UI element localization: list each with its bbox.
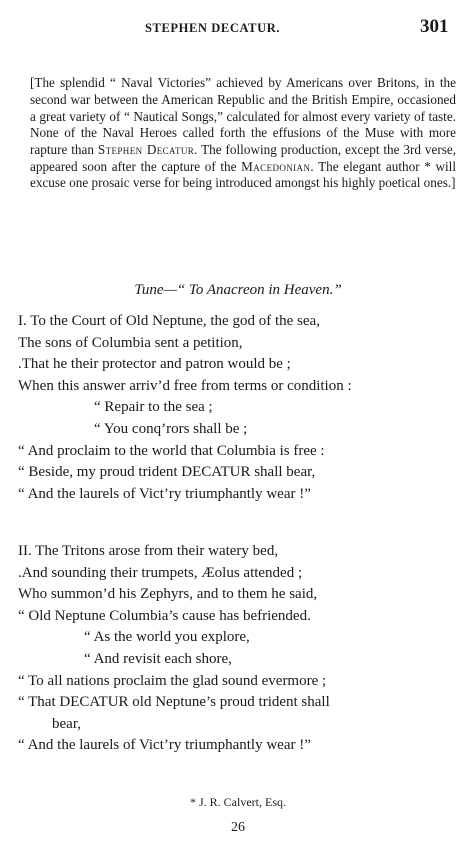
verse-line: “ To all nations proclaim the glad sound evermore ; bbox=[18, 672, 327, 689]
verse-line: .And sounding their trumpets, Æolus attended ; bbox=[18, 564, 303, 581]
verse-line: When this answer arriv’d free from terms or condition : bbox=[18, 377, 352, 394]
verse-1 bbox=[18, 311, 458, 505]
verse-line: I. To the Court of Old Neptune, the god of the sea, bbox=[18, 313, 320, 329]
verse-line: .That he their protector and patron would be ; bbox=[18, 356, 291, 373]
verse-line: “ And revisit each shore, bbox=[84, 650, 232, 667]
verse-line: “ And the laurels of Vict’ry triumphantly wear !” bbox=[18, 485, 311, 502]
page-number: 301 bbox=[420, 16, 449, 37]
footnote: * J. R. Calvert, Esq. bbox=[190, 795, 286, 809]
verse-line: “ And proclaim to the world that Columbia is free : bbox=[18, 442, 325, 459]
running-title: STEPHEN DECATUR. bbox=[145, 21, 281, 35]
signature-mark: 26 bbox=[231, 820, 245, 835]
intro-ship-name: Macedonian bbox=[241, 158, 311, 174]
intro-hero-name: Stephen Decatur bbox=[97, 142, 195, 157]
intro-text-part-3: . The elegant author * will excuse one prosaic verse for being introduced amongst his highly poetical ones.] bbox=[30, 158, 457, 191]
intro-text-part-1: [The splendid “ Naval Victories” achieved by Americans over Britons, in the second war between the American Republic and the British Empire, occasioned a great variety of “ Nautical Songs,” calculated for almost every variety of taste. None of the Naval Heroes called forth the effusions of the Muse with more rapture than bbox=[30, 75, 456, 157]
verse-line: bear, bbox=[52, 715, 81, 732]
verse-line: “ You conq’rors shall be ; bbox=[94, 420, 248, 437]
verse-line: “ Repair to the sea ; bbox=[94, 399, 213, 416]
tune-line: Tune—“ To Anacreon in Heaven.” bbox=[134, 282, 342, 298]
page-header bbox=[0, 16, 476, 44]
verse-line: “ That DECATUR old Neptune’s proud trident shall bbox=[18, 694, 330, 711]
verse-line: “ Beside, my proud trident DECATUR shall bear, bbox=[18, 464, 316, 481]
intro-paragraph bbox=[30, 75, 456, 192]
verse-line: The sons of Columbia sent a petition, bbox=[18, 334, 243, 351]
verse-line: “ As the world you explore, bbox=[84, 629, 250, 646]
verse-line: Who summon’d his Zephyrs, and to them he said, bbox=[18, 586, 318, 603]
intro-text-part-2: . The following production, except the 3rd verse, appeared soon after the capture of the bbox=[30, 142, 457, 174]
verse-line: II. The Tritons arose from their watery bed, bbox=[18, 543, 279, 559]
verse-2 bbox=[18, 541, 458, 757]
verse-line: “ Old Neptune Columbia’s cause has befriended. bbox=[18, 607, 311, 624]
verse-line: “ And the laurels of Vict’ry triumphantly wear !” bbox=[18, 737, 311, 754]
